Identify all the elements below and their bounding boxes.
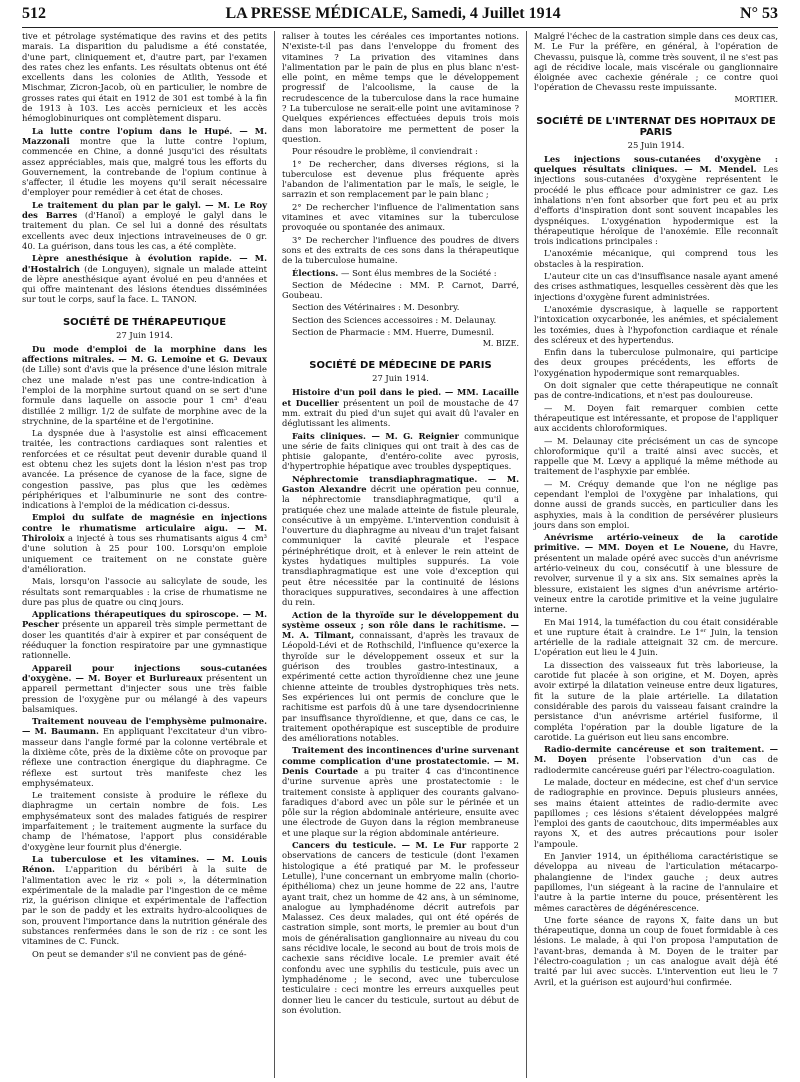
signature: M. BIZE. — [482, 339, 519, 349]
section-title: SOCIÉTÉ DE MÉDECINE DE PARIS — [309, 360, 492, 372]
paragraph: 2° De rechercher l'influence de l'alimentation sans vitamines et avec vitamines sur la tuberculose provoquée ou spontanée des animaux. — [282, 201, 519, 233]
paragraph: En Mai 1914, la tuméfaction du cou était considérable et une rupture était à craindre. Le 1ᵉʳ Juin, la tension artérielle de la radiale atteignait 32 cm. de mercure. L'opération eut lieu le 4 Juin. — [534, 616, 778, 658]
paragraph: 3° De rechercher l'influence des poudres de divers sons et des extraits de ces sons dans la thérapeutique de la tuberculose humaine. — [282, 234, 519, 266]
paragraph: Du mode d'emploi de la morphine dans les affections mitrales. — M. G. Lemoine et G. Devaux (de Lille) sont d'avis que la présence d'une lésion mitrale chez une malade n'est pas une contre-indication à l'emploi de la morphine surtout quand on se sert d'une formule dans laquelle on associe pour 1 cm³ d'eau distillée 2 milligr. 1/2 de sulfate de morphine avec de la strychnine, de la spartéine et de l'ergotinine. — [22, 343, 267, 426]
paragraph: La lutte contre l'opium dans le Hupé. — M. Mazzonali montre que la lutte contre l'opium, commencée en Chine, a donné jusqu'ici des résultats assez appréciables, mais que, malgré tous les efforts du Gouvernement, la contrebande de l'opium continue à s'affecter, il étudie les moyens qu'il serait nécessaire d'employer pour remédier à cet état de choses. — [22, 125, 267, 198]
paragraph: L'auteur cite un cas d'insuffisance nasale ayant amené des crises asthmatiques, lesquelles cessèrent dès que les injections d'oxygène furent administrées. — [534, 271, 778, 302]
paragraph: raliser à toutes les céréales ces importantes notions. N'existe-t-il pas dans l'enveloppe du froment des vitamines ? La privation des vitamines dans l'alimentation par le pain de plus en plus blanc n'est-elle point, en même temps que le développement progressif de l'alcoolisme, la cause de la recrudescence de la tuberculose dans la race humaine ? La tuberculose ne serait-elle point une avitaminose ? Quelques expériences effectuées depuis trois mois dans mon laboratoire me permettent de poser la question. — [282, 31, 519, 144]
section-title: SOCIÉTÉ DE L'INTERNAT DES HOPITAUX DE PARIS — [536, 115, 776, 138]
paragraph-heading: Action de la thyroïde sur le développement du système osseux ; son rôle dans le rachitisme. — M. A. Tilmant, — [282, 609, 519, 641]
paragraph-heading: Néphrectomie transdiaphragmatique. — M. Gaston Alexandre — [282, 473, 519, 494]
page-header — [22, 4, 778, 24]
paragraph: Emploi du sulfate de magnésie en injections contre le rhumatisme articulaire aigu. — M. Thiroloix a injecté à tous ses rhumatisants aigus 4 cm³ d'une solution à 25 pour 100. Lorsqu'on emploie uniquement ce traitement on ne constate guère d'amélioration. — [22, 512, 268, 574]
paragraph-heading: Cancers du testicule. — M. Le Fur — [292, 840, 467, 851]
journal-title: LA PRESSE MÉDICALE, Samedi, 4 Juillet 1914 — [225, 5, 561, 22]
election-line: Section de Médecine : MM. P. Carnot, Darré, Goubeau. — [282, 279, 519, 301]
paragraph: — M. Doyen fait remarquer combien cette thérapeutique est intéressante, et propose de l'appliquer aux accidents chloroformiques. — [534, 402, 778, 434]
paragraph: Traitement nouveau de l'emphysème pulmonaire. — M. Baumann. En appliquant l'excitateur d'un vibro-masseur dans l'angle formé par la colonne vertébrale et la dixième côte, près de la dixième côte on provoque par réflexe une contraction énergique du diaphragme. Ce réflexe est surtout très manifeste chez les emphysémateux. — [22, 716, 267, 788]
paragraph: Le malade, docteur en médecine, est chef d'un service de radiographie en province. Depuis plusieurs années, ses mains étaient atteintes de radio-dermite avec papillomes ; ces lésions s'étaient développées malgré l'emploi des gants de caoutchouc, dits imperméables aux rayons X, et des autres précautions pour isoler l'ampoule. — [534, 777, 778, 849]
paragraph: On doit signaler que cette thérapeutique ne connaît pas de contre-indications, et n'est pas douloureuse. — [534, 380, 778, 401]
paragraph-heading: Lèpre anesthésique à évolution rapide. — M. d'Hostalrich — [22, 253, 267, 274]
paragraph: L'anoxémie dyscrasique, à laquelle se rapportent l'intoxication oxycarbonée, les anémies, et spécialement les toxémies, dues à l'hypofonction cardiaque et rénale des scléreux et des hypertendus. — [534, 303, 778, 345]
paragraph: Élections. — Sont élus membres de la Société : — [292, 267, 497, 278]
paragraph: Action de la thyroïde sur le développement du système osseux ; son rôle dans le rachitisme. — M. A. Tilmant, connaissant, d'après les travaux de Léopold-Lévi et de Rothschild, l'influence qu'exerce la thyroïde sur le développement osseux et sur la guérison des troubles gastro-intestinaux, a expérimenté cette action thyroïdienne chez une jeune chienne atteinte de troubles dystrophiques très nets. Ses expériences lui ont permis de conclure que le rachitisme est parfois dû à une tare dysendocrinienne par insuffisance thyroïdienne, et que, dans ce cas, le traitement opothérapique est susceptible de produire des améliorations notables. — [282, 609, 519, 744]
paragraph: Faits cliniques. — M. G. Reignier communique une série de faits cliniques qui ont trait à des cas de phtisie galopante, d'entéro-colite avec pyrosis, d'hypertrophie hépatique avec troubles dyspeptiques. — [282, 430, 519, 472]
paragraph: Histoire d'un poil dans le pied. — MM. Lacaille et Ducellier présentent un poil de moustache de 47 mm. extrait du pied d'un sujet qui avait dû l'avaler en déglutissant les aliments. — [282, 387, 519, 429]
paragraph: Radio-dermite cancéreuse et son traitement. — M. Doyen présente l'observation d'un cas de radiodermite cancéreuse guéri par l'électro-coagulation. — [534, 744, 778, 775]
paragraph: Cancers du testicule. — M. Le Fur rapporte 2 observations de cancers de testicule (dont l'examen histologique a été pratiqué par M. le professeur Letulle), l'une concernant un embryome malin (chorio-épithélioma) chez un jeune homme de 22 ans, l'autre ayant trait, chez un homme de 42 ans, à un séminome, analogue au lymphadénome décrit autrefois par Malassez. Ces deux malades, qui ont été opérés de castration simple, sont morts, le premier au bout d'un mois de généralisation ganglionnaire au niveau du cou sans récidive locale, le second au bout de trois mois de cachexie sans récidive locale. Le premier avait été confondu avec une syphilis du testicule, puis avec un lymphadénome ; le second, avec une tuberculose testiculaire : ceci montre les erreurs auxquelles peut donner lieu le cancer du testicule, surtout au début de son évolution. — [282, 840, 519, 1015]
section-date: 25 Juin 1914. — [627, 139, 685, 150]
election-line: Section des Vétérinaires : M. Desonbry. — [292, 302, 460, 313]
paragraph: tive et pétrolage systématique des ravins et des petits marais. La disparition du paludisme a été constatée, d'une part, cliniquement et, d'autre part, par l'examen des rates chez les enfants. Les résultats obtenus ont été excellents dans les colonies de Atlith, Yessode et Mischmar, Zicron-Jacob, où en particulier, le nombre de grosses rates qui était en 1912 de 301 est tombé à la fin de 1913 à 103. Les accès pernicieux et les accès hémoglobinuriques ont complètement disparu. — [22, 31, 267, 124]
section-title: SOCIÉTÉ DE THÉRAPEUTIQUE — [62, 316, 227, 328]
paragraph: Appareil pour injections sous-cutanées d'oxygène. — M. Boyer et Burlureaux présentent un appareil permettant d'injecter sous une très faible pression de l'oxygène pur ou mélangé à des vapeurs balsamiques. — [22, 662, 267, 714]
paragraph: — M. Créquy demande que l'on ne néglige pas cependant l'emploi de l'oxygène par inhalations, qui donne aussi de grands succès, en particulier dans les asphyxies, mais à la condition de persévérer plusieurs jours dans son emploi. — [534, 478, 778, 530]
column-1 — [22, 31, 274, 1078]
paragraph: Anévrisme artério-veineux de la carotide primitive. — MM. Doyen et Le Nouene, du Havre, présentent un malade opéré avec succès d'un anévrisme artério-veineux du cou, consécutif à une blessure de revolver, survenue il y a six ans. Six semaines après la blessure, existaient les signes d'un anévrisme artério-veineux entre la carotide primitive et la veine jugulaire interne. — [534, 532, 778, 615]
election-line: Section de Pharmacie : MM. Huerre, Dumesnil. — [292, 327, 495, 338]
column-2 — [274, 31, 526, 1078]
paragraph-heading: Appareil pour injections sous-cutanées d'oxygène. — M. Boyer et Burlureaux — [22, 662, 267, 683]
paragraph: La dissection des vaisseaux fut très laborieuse, la carotide fut placée à son origine, et M. Doyen, après avoir extirpé la dilatation veineuse entre deux ligatures, fit la suture de la plaie artérielle. La dilatation considérable des parois du vaisseau faisant craindre la persistance d'un anévrisme artériel fusiforme, il compléta l'opération par la double ligature de la carotide. La guérison eut lieu sans encombre. — [534, 659, 778, 742]
paragraph: La dyspnée due à l'asystolie est ainsi efficacement traitée, les contractions cardiaques sont ralenties et renforcées et ce résultat peut devenir durable quand il est obtenu chez les sujets dont la lésion n'est pas trop avancée. La présence de cyanose de la face, signe de congestion passive, pas plus que les œdèmes périphériques et l'albuminurie ne sont des contre-indications à l'emploi de la médication ci-dessus. — [22, 428, 267, 511]
paragraph-heading: Traitement nouveau de l'emphysème pulmonaire. — M. Baumann. — [22, 716, 267, 737]
paragraph: Malgré l'échec de la castration simple dans ces deux cas, M. Le Fur la préfère, en général, à l'opération de Chevassu, puisque là, comme très souvent, il ne s'est pas agi de récidive locale, mais viscérale ou ganglionnaire éloignée avec cachexie générale ; ce contre quoi l'opération de Chevassu reste impuissante. — [534, 31, 778, 93]
paragraph: On peut se demander s'il ne convient pas de géné- — [32, 948, 247, 959]
paragraph: La tuberculose et les vitamines. — M. Louis Rénon. L'apparition du béribéri à la suite de l'alimentation avec le riz « poli », la détermination expérimentale de la maladie par l'ingestion de ce même riz, la guérison clinique et expérimentale de l'affection par le son de paddy et les extraits hydro-alcooliques de son, prouvent l'importance dans la nutrition générale des substances renfermées dans le son de riz : ce sont les vitamines de C. Funck. — [22, 853, 267, 947]
paragraph: Mais, lorsqu'on l'associe au salicylate de soude, les résultats sont remarquables : la crise de rhumatisme ne dure pas plus de quatre ou cinq jours. — [22, 576, 267, 607]
section-date: 27 Juin 1914. — [116, 329, 173, 340]
article-columns — [22, 31, 778, 1078]
issue-number: N° 53 — [740, 5, 778, 22]
paragraph: Applications thérapeutiques du spiroscope. — M. Pescher présente un appareil très simple permettant de doser les quantités d'air à expirer et par conséquent de rééduquer la fonction respiratoire par une gymnastique rationnelle. — [22, 609, 267, 661]
paragraph-heading: Le traitement du plan par le galyl. — M. Le Roy des Barres — [22, 199, 267, 221]
paragraph: En Janvier 1914, un épithélioma caractéristique se développa au niveau de l'articulation métacarpo-phalangienne de l'index gauche ; deux autres papillomes, l'un siégeant à la racine de l'annulaire et l'autre à la partie interne du pouce, présentèrent les mêmes caractères de dégénérescence. — [534, 851, 778, 913]
paragraph-heading: Applications thérapeutiques du spiroscope. — M. Pescher — [22, 609, 267, 630]
paragraph-heading: Les injections sous-cutanées d'oxygène : quelques résultats cliniques. — M. Mendel. — [534, 153, 778, 175]
paragraph: Néphrectomie transdiaphragmatique. — M. Gaston Alexandre décrit une opération peu connue, la néphrectomie transdiaphragmatique, qu'il a pratiquée chez une malade atteinte de fistule pleurale, consécutive à un empyème. L'intervention conduisit à l'ouverture du diaphragme au niveau d'un trajet faisant communiquer la cavité pleurale et l'espace périnéphrétique droit, et à enlever le rein atteint de kystes hydatiques multiples suppurés. La voie transdiaphragmatique est une voie d'exception qui peut être nécessitée par la continuité de lésions thoraciques suppuratives, secondaires à une affection du rein. — [282, 473, 520, 608]
paragraph: Le traitement du plan par le galyl. — M. Le Roy des Barres (d'Hanoï) a employé le galyl dans le traitement du plan. Ce sel lui a donné des résultats excellents avec deux injections intraveineuses de 0 gr. 40. La guérison, dans tous les cas, a été complète. — [22, 199, 267, 251]
column-3 — [526, 31, 778, 1078]
paragraph: Lèpre anesthésique à évolution rapide. — M. d'Hostalrich (de Longuyen), signale un malade atteint de lèpre anesthésique ayant évolué en peu d'années et qui offre maintenant des lésions étendues disséminées sur tout le corps, sauf la face. L. TANON. — [22, 253, 267, 305]
paragraph-heading: Traitement des incontinences d'urine survenant comme complication d'une prostatectomie. — M. Denis Courtade — [282, 745, 519, 776]
paragraph: Une forte séance de rayons X, faite dans un but thérapeutique, donna un coup de fouet formidable à ces lésions. Le malade, à qui l'on proposa l'amputation de l'avant-bras, demanda à M. Doyen de le traiter par l'électro-coagulation ; un cas analogue avait déjà été traité par lui avec succès. L'intervention eut lieu le 7 Avril, et la guérison est aujourd'hui confirmée. — [534, 914, 778, 987]
paragraph: — M. Delaunay cite précisément un cas de syncope chloroformique qu'il a traité ainsi avec succès, et rappelle que M. Lœvy a appliqué la même méthode au traitement de l'asphyxie par emblée. — [534, 435, 778, 477]
paragraph-heading: Emploi du sulfate de magnésie en injections contre le rhumatisme articulaire aigu. — M. Thiroloix — [22, 512, 267, 544]
paragraph-heading: La tuberculose et les vitamines. — M. Louis Rénon. — [22, 853, 267, 875]
page-number: 512 — [22, 5, 46, 22]
signature: MORTIER. — [734, 94, 778, 104]
paragraph-heading: Élections. — [292, 267, 339, 278]
section-date: 27 Juin 1914. — [372, 373, 429, 384]
paragraph-heading: Faits cliniques. — M. G. Reignier — [292, 430, 459, 441]
paragraph: 1° De rechercher, dans diverses régions, si la tuberculose est devenue plus fréquente après l'abandon de l'alimentation par le maïs, le seigle, le sarrazin et son remplacement par le pain blanc ; — [282, 158, 519, 200]
election-line: Section des Sciences accessoires : M. Delaunay. — [292, 314, 497, 325]
signature: L. TANON. — [151, 294, 197, 305]
paragraph: Enfin dans la tuberculose pulmonaire, qui participe des deux groupes précédents, les efforts de l'oxygénation hypodermique sont remarquables. — [534, 347, 778, 378]
paragraph: Pour résoudre le problème, il conviendrait : — [292, 146, 478, 157]
paragraph-heading: La lutte contre l'opium dans le Hupé. — M. Mazzonali — [22, 125, 267, 146]
paragraph-heading: Anévrisme artério-veineux de la carotide primitive. — MM. Doyen et Le Nouene, — [534, 532, 778, 553]
paragraph-heading: Histoire d'un poil dans le pied. — MM. Lacaille et Ducellier — [282, 387, 519, 408]
paragraph-heading: Radio-dermite cancéreuse et son traitement. — M. Doyen — [534, 744, 778, 765]
paragraph: Le traitement consiste à produire le réflexe du diaphragme un certain nombre de fois. Les emphysémateux sont des malades fatigués de respirer imparfaitement ; le traitement augmente la surface du champ de l'hématose, l'apport plus considérable d'oxygène leur fournit plus d'énergie. — [22, 790, 267, 852]
paragraph: L'anoxémie mécanique, qui comprend tous les obstacles à la respiration. — [534, 248, 778, 269]
paragraph: Traitement des incontinences d'urine survenant comme complication d'une prostatectomie. — M. Denis Courtade a pu traiter 4 cas d'incontinence d'urine survenue après une prostatectomie : le traitement consiste à appliquer des courants galvano-faradiques d'abord avec un pôle sur le périnée et un pôle sur la région abdominale antérieure, ensuite avec une électrode de Guyon dans la région membraneuse et une plaque sur la région abdominale antérieure. — [282, 745, 519, 838]
paragraph: Les injections sous-cutanées d'oxygène : quelques résultats cliniques. — M. Mendel. Les injections sous-cutanées d'oxygène représentent le procédé le plus efficace pour administrer ce gaz. Les inhalations n'en font absorber que fort peu et au prix d'efforts d'inspiration dont sont souvent incapables les dyspnéiques. L'oxygénation hypodermique est la thérapeutique héroïque de l'anoxémie. Elle reconnaît trois indications principales : — [534, 153, 778, 247]
header-rule — [22, 27, 778, 28]
paragraph-heading: Du mode d'emploi de la morphine dans les affections mitrales. — M. G. Lemoine et G. Devaux — [22, 343, 267, 365]
